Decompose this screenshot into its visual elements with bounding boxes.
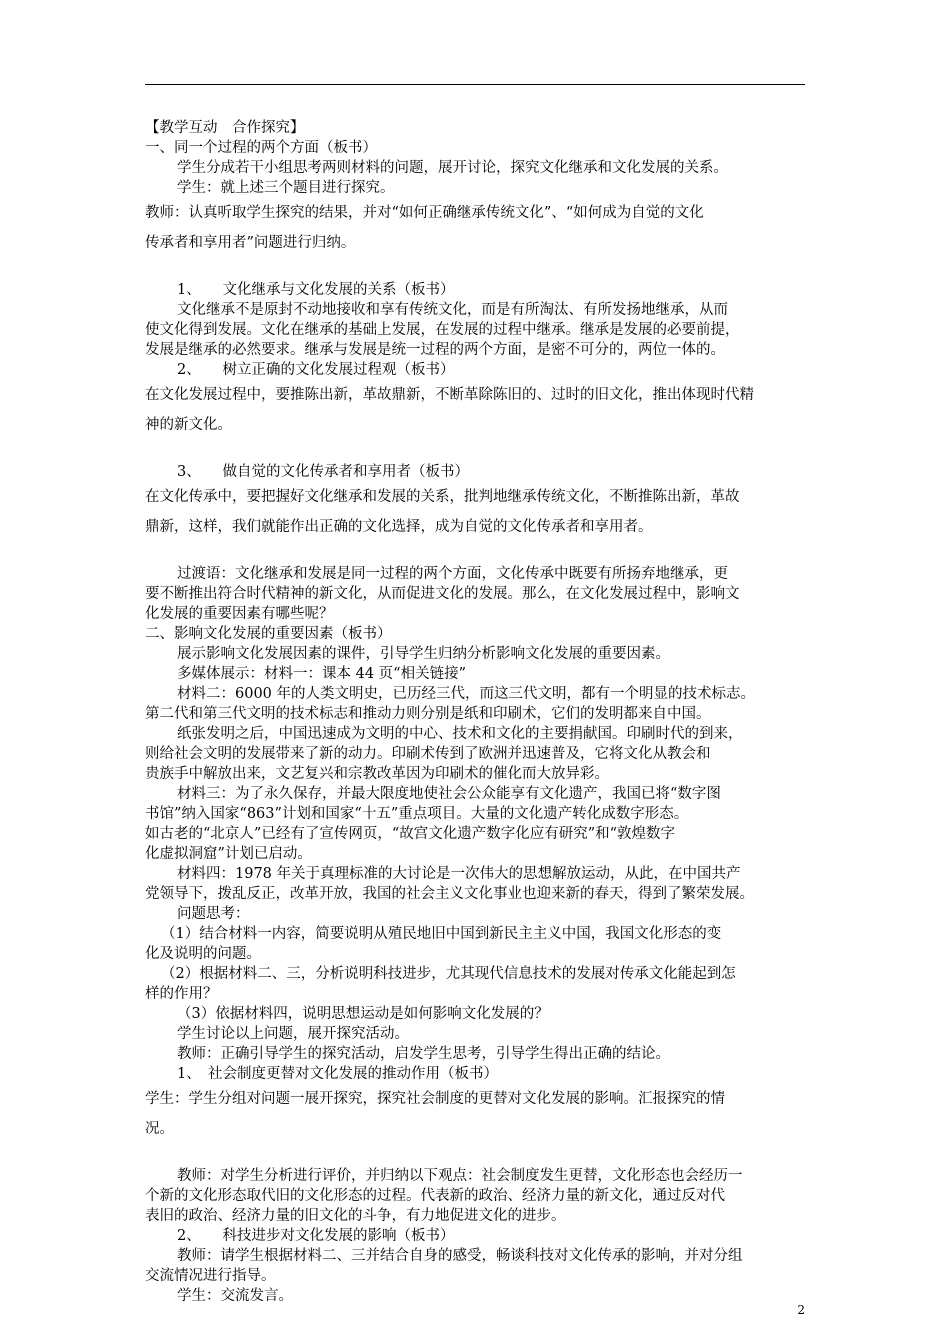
header-rule xyxy=(145,84,805,85)
text-line: 学生：就上述三个题目进行探究。 xyxy=(177,180,395,196)
text-line: 展示影响文化发展因素的课件，引导学生归纳分析影响文化发展的重要因素。 xyxy=(177,646,670,662)
text-line: 神的新文化。 xyxy=(145,417,232,433)
text-line: 2、 树立正确的文化发展过程观（板书） xyxy=(177,362,455,378)
text-line: 化虚拟洞窟”计划已启动。 xyxy=(145,846,312,862)
text-line: 学生：学生分组对问题一展开探究，探究社会制度的更替对文化发展的影响。汇报探究的情 xyxy=(145,1091,725,1107)
text-line: 二、影响文化发展的重要因素（板书） xyxy=(145,626,392,642)
text-line: 纸张发明之后，中国迅速成为文明的中心、技术和文化的主要捐献国。印刷时代的到来， xyxy=(177,726,743,742)
text-line: 教师：认真听取学生探究的结果，并对“如何正确继承传统文化”、“如何成为自觉的文化 xyxy=(145,205,704,221)
text-line: 3、 做自觉的文化传承者和享用者（板书） xyxy=(177,464,469,480)
text-line: 一、同一个过程的两个方面（板书） xyxy=(145,140,377,156)
text-line: 况。 xyxy=(145,1121,174,1137)
page-number: 2 xyxy=(797,1303,805,1317)
text-line: 教师：请学生根据材料二、三并结合自身的感受，畅谈科技对文化传承的影响，并对分组 xyxy=(177,1248,743,1264)
text-line: 文化继承不是原封不动地接收和享有传统文化，而是有所淘汰、有所发扬地继承，从而 xyxy=(177,302,728,318)
text-line: 化及说明的问题。 xyxy=(145,946,261,962)
text-line: 材料二：6000 年的人类文明史，已历经三代，而这三代文明，都有一个明显的技术标志。 xyxy=(177,686,756,702)
text-line: 问题思考： xyxy=(177,906,250,922)
text-line: 材料四：1978 年关于真理标准的大讨论是一次伟大的思想解放运动，从此，在中国共产 xyxy=(177,866,741,882)
text-line: 化发展的重要因素有哪些呢？ xyxy=(145,606,334,622)
paragraph-gap xyxy=(145,258,810,280)
text-line: 材料三：为了永久保存，并最大限度地使社会公众能享有文化遗产，我国已将“数字图 xyxy=(177,786,721,802)
text-line: 第二代和第三代文明的技术标志和推动力则分别是纸和印刷术，它们的发明都来自中国。 xyxy=(145,706,711,722)
text-line: 党领导下，拨乱反正，改革开放，我国的社会主义文化事业也迎来新的春天，得到了繁荣发展。 xyxy=(145,886,754,902)
text-line: 1、 文化继承与文化发展的关系（板书） xyxy=(177,282,455,298)
text-line: 【教学互动 合作探究】 xyxy=(145,120,305,136)
document-body xyxy=(145,118,810,1306)
text-line: 鼎新，这样，我们就能作出正确的文化选择，成为自觉的文化传承者和享用者。 xyxy=(145,519,653,535)
text-line: 发展是继承的必然要求。继承与发展是统一过程的两个方面，是密不可分的，两位一体的。 xyxy=(145,342,725,358)
text-line: 在文化发展过程中，要推陈出新，革故鼎新，不断革除陈旧的、过时的旧文化，推出体现时代精 xyxy=(145,387,754,403)
text-line: 教师：正确引导学生的探究活动，启发学生思考，引导学生得出正确的结论。 xyxy=(177,1046,670,1062)
text-line: 贵族手中解放出来，文艺复兴和宗教改革因为印刷术的催化而大放异彩。 xyxy=(145,766,609,782)
text-line: 要不断推出符合时代精神的新文化，从而促进文化的发展。那么，在文化发展过程中，影响文 xyxy=(145,586,740,602)
text-line: 学生分成若干小组思考两则材料的问题，展开讨论，探究文化继承和文化发展的关系。 xyxy=(177,160,728,176)
text-line: 学生讨论以上问题，展开探究活动。 xyxy=(177,1026,409,1042)
text-line: （2）根据材料二、三，分析说明科技进步，尤其现代信息技术的发展对传承文化能起到怎 xyxy=(161,966,736,982)
text-line: （3）依据材料四，说明思想运动是如何影响文化发展的？ xyxy=(177,1006,549,1022)
text-line: （1）结合材料一内容，简要说明从殖民地旧中国到新民主主义中国，我国文化形态的变 xyxy=(161,926,722,942)
text-line: 多媒体展示：材料一：课本 44 页“相关链接” xyxy=(177,666,466,682)
text-line: 传承者和享用者”问题进行归纳。 xyxy=(145,235,356,251)
text-line: 过渡语：文化继承和发展是同一过程的两个方面，文化传承中既要有所扬弃地继承，更 xyxy=(177,566,728,582)
text-line: 学生：交流发言。 xyxy=(177,1288,293,1304)
text-line: 交流情况进行指导。 xyxy=(145,1268,276,1284)
text-line: 如古老的“北京人”已经有了宣传网页，“故宫文化遗产数字化应有研究”和“敦煌数字 xyxy=(145,826,676,842)
paragraph-gap xyxy=(145,542,810,564)
text-line: 1、 社会制度更替对文化发展的推动作用（板书） xyxy=(177,1066,498,1082)
text-line: 样的作用？ xyxy=(145,986,218,1002)
paragraph-gap xyxy=(145,440,810,462)
paragraph-gap xyxy=(145,1144,810,1166)
text-line: 则给社会文明的发展带来了新的动力。印刷术传到了欧洲并迅速普及，它将文化从教会和 xyxy=(145,746,711,762)
text-line: 表旧的政治、经济力量的旧文化的斗争，有力地促进文化的进步。 xyxy=(145,1208,566,1224)
text-line: 在文化传承中，要把握好文化继承和发展的关系，批判地继承传统文化，不断推陈出新，革故 xyxy=(145,489,740,505)
text-line: 书馆”纳入国家“863”计划和国家“十五”重点项目。大量的文化遗产转化成数字形态。 xyxy=(145,806,689,822)
text-line: 教师：对学生分析进行评价，并归纳以下观点：社会制度发生更替，文化形态也会经历一 xyxy=(177,1168,743,1184)
text-line: 2、 科技进步对文化发展的影响（板书） xyxy=(177,1228,455,1244)
text-line: 使文化得到发展。文化在继承的基础上发展，在发展的过程中继承。继承是发展的必要前提， xyxy=(145,322,740,338)
text-line: 个新的文化形态取代旧的文化形态的过程。代表新的政治、经济力量的新文化，通过反对代 xyxy=(145,1188,725,1204)
